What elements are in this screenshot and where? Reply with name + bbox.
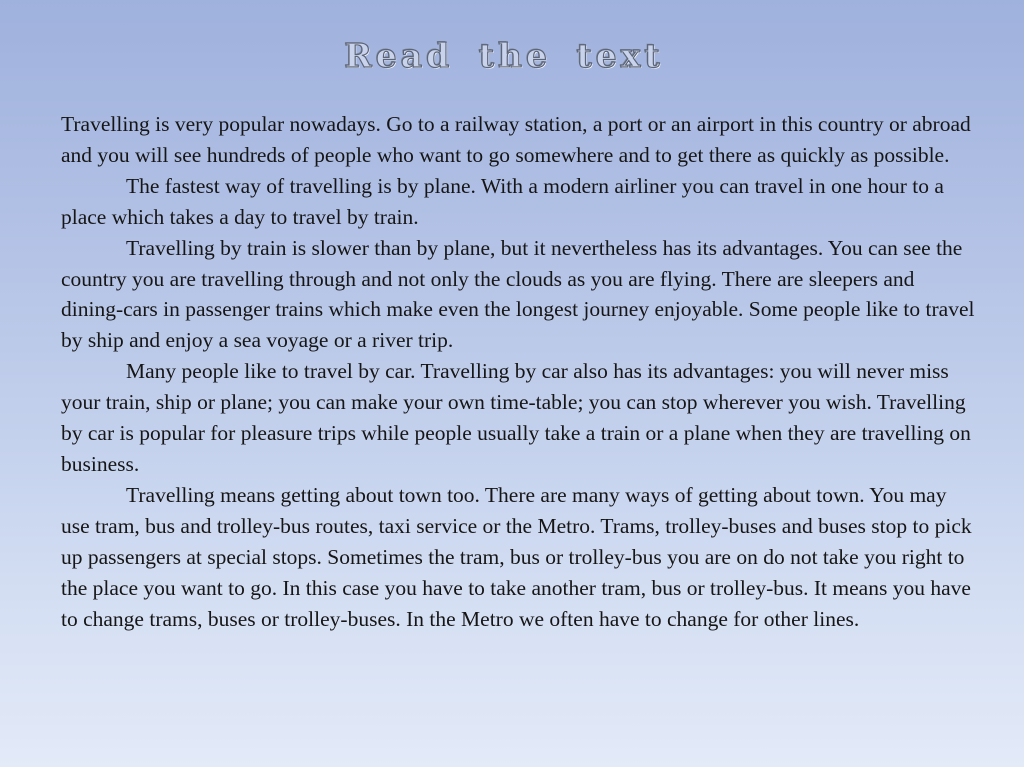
paragraph-train-ship: Travelling by train is slower than by plane, but it nevertheless has its advantages. You can see the country you are travelling through and not only the clouds as you are flying. There are sleepers and dining-cars in passenger trains which make even the longest journey enjoyable. Some people like to travel by ship and enjoy a sea voyage or a river trip. [61,235,975,353]
slide-title: Read the text [344,36,664,75]
paragraph-car: Many people like to travel by car. Travelling by car also has its advantages: you will never miss your train, ship or plane; you can make your own time-table; you can stop wherever you wish. Travelling by car is popular for pleasure trips while people usually take a train or a plane when they are travelling on business. [61,359,971,476]
paragraph-town: Travelling means getting about town too. There are many ways of getting about town. You may use tram, bus and trolley-bus routes, taxi service or the Metro. Trams, trolley-buses and buses stop to pick up passengers at special stops. Sometimes the tram, bus or trolley-bus you are on do not take you right to the place you want to go. In this case you have to take another tram, bus or trolley-bus. It means you have to change trams, buses or trolley-buses. In the Metro we often have to change for other lines. [61,482,972,631]
paragraph-plane: The fastest way of travelling is by plane. With a modern airliner you can travel in one hour to a place which takes a day to travel by train. [61,173,944,229]
paragraph-intro: Travelling is very popular nowadays. Go to a railway station, a port or an airport in this country or abroad and you will see hundreds of people who want to go somewhere and to get there as quickly as possible. [61,112,971,167]
body-text [61,109,976,634]
